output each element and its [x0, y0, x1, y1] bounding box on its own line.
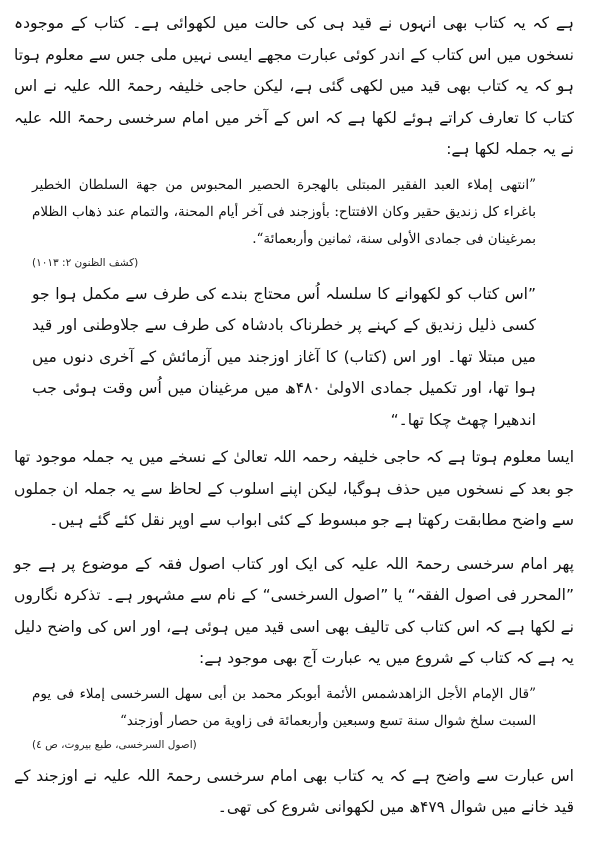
paragraph-intro: ہے کہ یہ کتاب بھی انہوں نے قید ہی کی حالت میں لکھوائی ہے۔ کتاب کے موجودہ نسخوں میں اس کتاب کے اندر کوئی عبارت مجھے ایسی نہیں ملی جس سے معلوم ہوتا ہو کہ یہ کتاب بھی قید میں لکھی گئی ہے، لیکن حاجی خلیفہ رحمۃ اللہ علیہ نے اس کتاب کا تعارف کراتے ہوئے لکھا ہے کہ اس کے آخر میں امام سرخسی رحمۃ اللہ علیہ نے یہ جملہ لکھا ہے: [14, 14, 574, 158]
urdu-translation-quote: ”اس کتاب کو لکھوانے کا سلسلہ اُس محتاج بندے کی طرف سے مکمل ہوا جو کسی ذلیل زندیق کے کہنے پر خطرناک بادشاہ کی طرف سے جلاوطنی اور قید میں مبتلا تھا۔ اور اس (کتاب) کا آغاز اوزجند میں آزمائش کے آخری دنوں میں ہوا تھا، اور تکمیل جمادی الاولیٰ ۴۸۰ھ میں مرغینان میں اُس وقت ہوئی جب اندھیرا چھٹ چکا تھا۔“ [32, 284, 536, 429]
arabic-quote-usul: ”قال الإمام الأجل الزاهدشمس الأئمة أبوبكر محمد بن أبى سهل السرخسى إملاء فى يوم السبت سلخ شوال سنة تسع وسبعين وأربعمائة فى زاوية من حصار أوزجند“ [32, 685, 536, 729]
paragraph-usul-sarakhsi: پھر امام سرخسی رحمۃ اللہ علیہ کی ایک اور کتاب اصول فقہ کے موضوع پر ہے جو ”المحرر فی اصول الفقہ“ یا ”اصول السرخسی“ کے نام سے مشہور ہے۔ تذکرہ نگاروں نے لکھا ہے کہ اس کتاب کی تالیف بھی اسی قید میں ہوئی ہے، اور اس کی واضح دلیل یہ ہے کہ کتاب کے شروع میں یہ عبارت آج بھی موجود ہے: [14, 554, 574, 667]
paragraph-conclusion: اس عبارت سے واضح ہے کہ یہ کتاب بھی امام سرخسی رحمۃ اللہ علیہ نے اوزجند کے قید خانے میں شوال ۴۷۹ھ میں لکھوانی شروع کی تھی۔ [14, 766, 574, 816]
paragraph-haji-khalifa: ایسا معلوم ہوتا ہے کہ حاجی خلیفہ رحمہ اللہ تعالیٰ کے نسخے میں یہ جملہ موجود تھا جو بعد کے نسخوں میں حذف ہوگیا، لیکن اپنے اسلوب کے لحاظ سے یہ جملہ ان جملوں سے واضح مطابقت رکھتا ہے جو مبسوط کے کئی ابواب سے اوپر نقل کئے گئے ہیں۔ [14, 448, 574, 529]
arabic-quote-kashf: ”انتهى إملاء العبد الفقير المبتلى بالهجرة الحصير المحبوس من جهة السلطان الخطير باغراء كل زنديق حقير وكان الافتتاح: بأوزجند فى آخر أيام المحنة، والتمام عند ذهاب الظلام بمرغينان فى جمادى الأولى سنة، ثمانين وأربعمائة“. [32, 176, 536, 247]
reference-kashf-al-zunun: (كشف الظنون ٢: ١٠١٣) [32, 256, 139, 269]
reference-usul-sarakhsi: (اصول السرخسی، طبع بیروت، ص ٤) [32, 738, 197, 751]
